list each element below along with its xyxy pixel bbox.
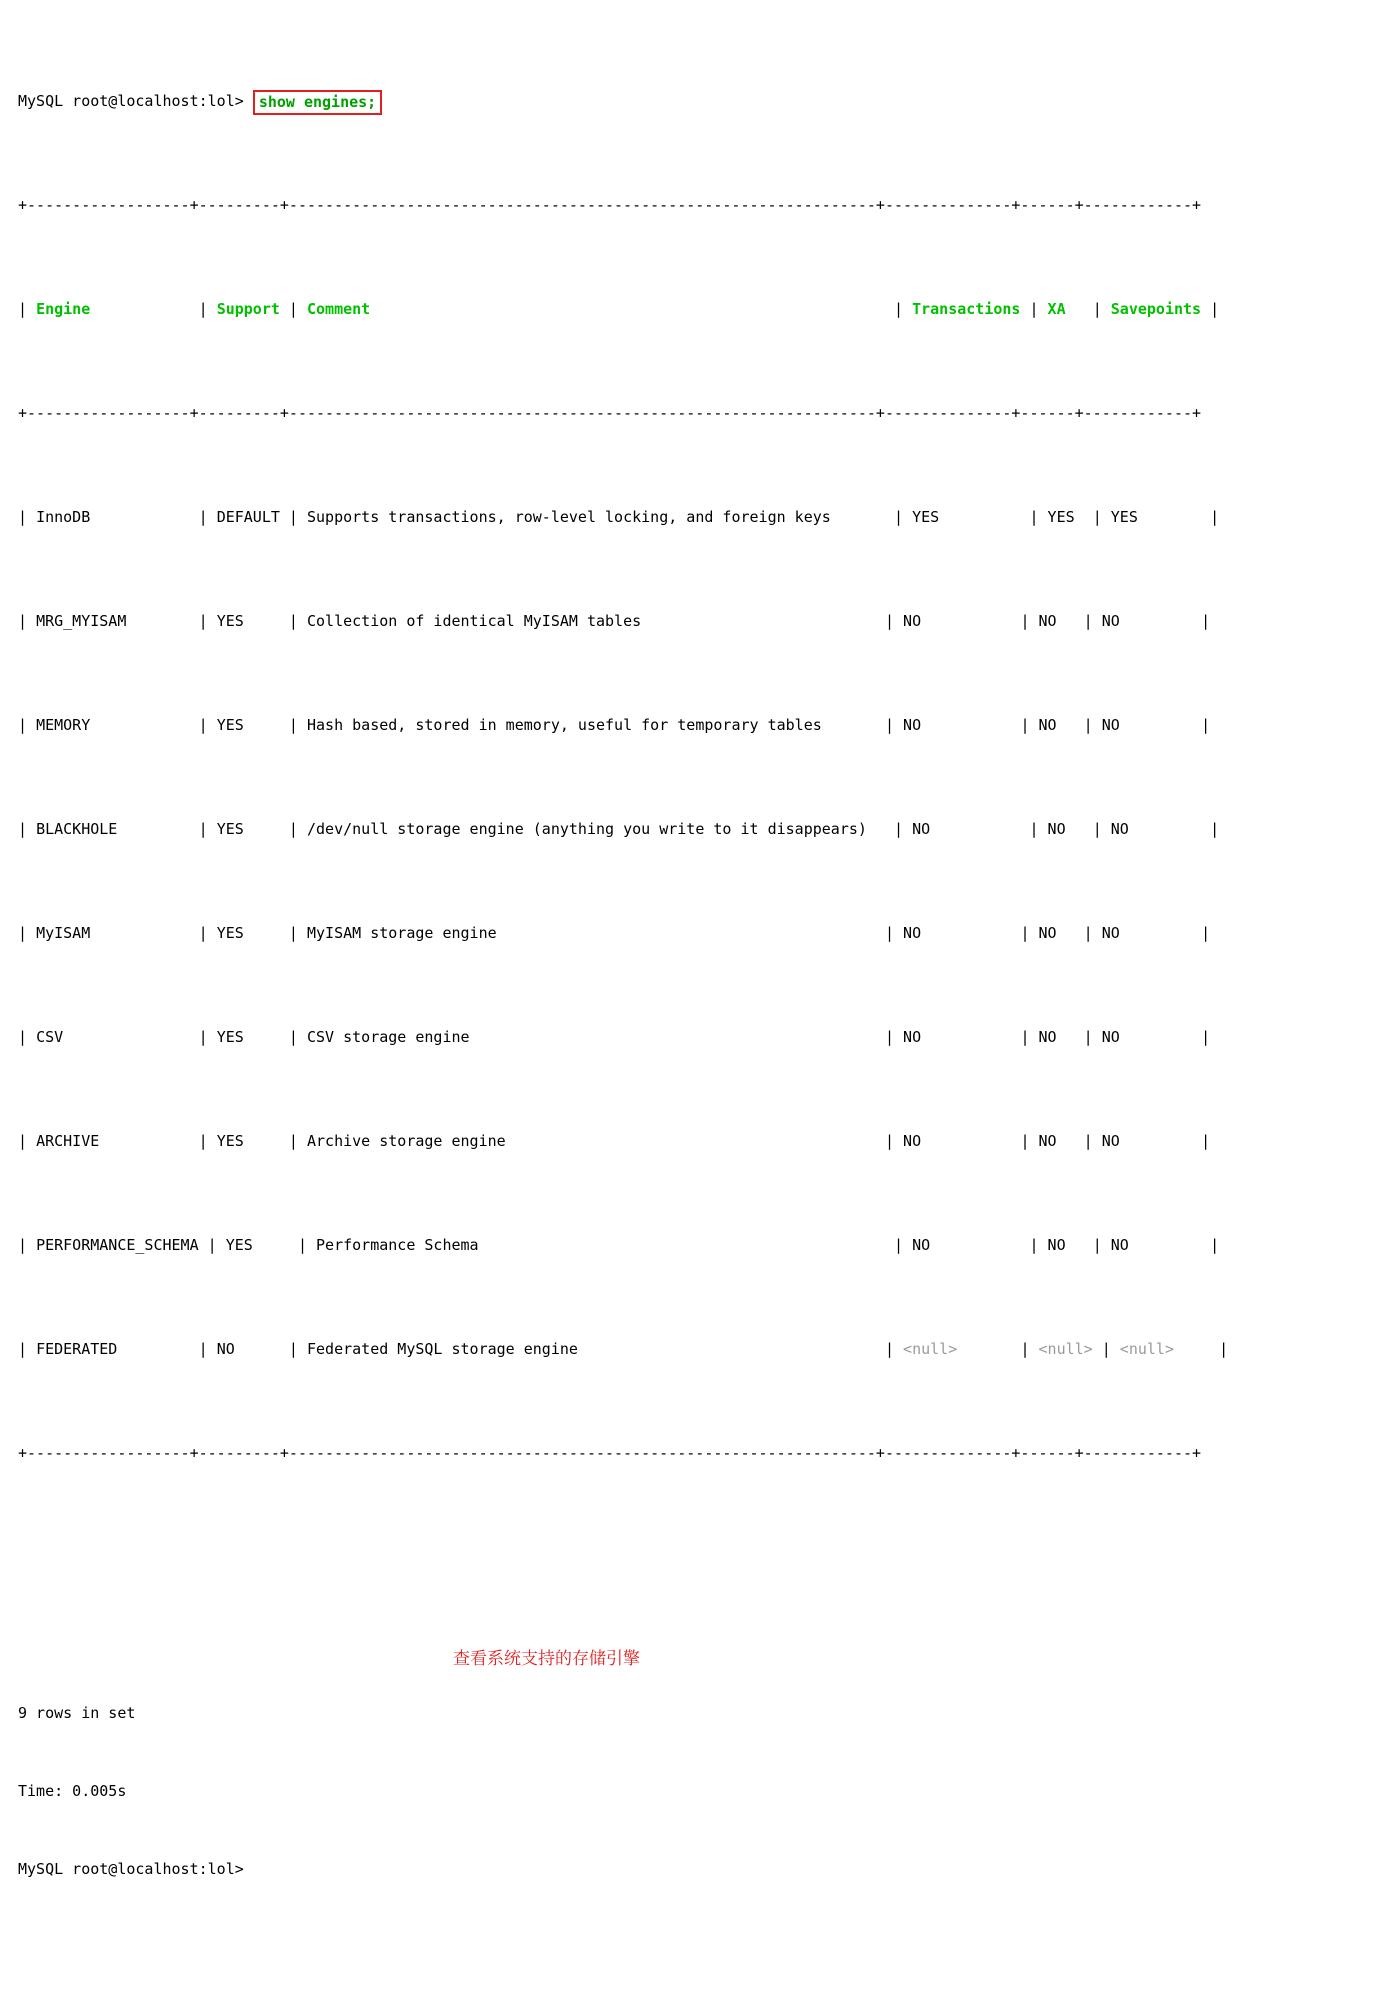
cell-savepoints: NO <box>1101 1132 1120 1150</box>
header-savepoints-pad: | <box>1201 300 1220 318</box>
cell-transactions: NO <box>903 1132 922 1150</box>
table-row <box>18 920 1384 946</box>
cell-comment: Federated MySQL storage engine <box>307 1340 578 1358</box>
pad: | <box>1092 1340 1120 1358</box>
sql-command[interactable]: show engines; <box>253 90 382 115</box>
cell-savepoints: NO <box>1101 1028 1120 1046</box>
col-divider: | <box>18 820 37 838</box>
cell-support: YES <box>216 820 244 838</box>
pad: | <box>505 1132 904 1150</box>
cell-engine: InnoDB <box>36 508 91 526</box>
cell-comment: /dev/null storage engine (anything you write to it disappears) <box>307 820 867 838</box>
pad: | <box>279 508 307 526</box>
cell-transactions: NO <box>903 716 922 734</box>
cell-support: NO <box>216 1340 235 1358</box>
cell-xa: NO <box>1038 1132 1057 1150</box>
pad: | <box>921 1028 1039 1046</box>
cell-transactions: NO <box>903 612 922 630</box>
cell-comment: CSV storage engine <box>307 1028 470 1046</box>
cell-xa: NO <box>1047 1236 1066 1254</box>
pad: | <box>1119 924 1211 942</box>
cell-comment: Supports transactions, row-level locking, and foreign keys <box>307 508 831 526</box>
pad: | <box>1065 820 1111 838</box>
pad: | <box>1056 1132 1102 1150</box>
header-savepoints: Savepoints <box>1110 300 1202 318</box>
pad: | <box>1128 1236 1220 1254</box>
pad: | <box>117 1340 217 1358</box>
pad: | <box>1128 820 1220 838</box>
col-divider: | <box>18 300 37 318</box>
cell-transactions: YES <box>912 508 940 526</box>
table-row <box>18 712 1384 738</box>
cell-xa: NO <box>1038 924 1057 942</box>
cell-savepoints: NO <box>1101 716 1120 734</box>
table-row <box>18 1232 1384 1258</box>
pad: | <box>921 716 1039 734</box>
pad: | <box>243 924 307 942</box>
cell-comment: Hash based, stored in memory, useful for temporary tables <box>307 716 822 734</box>
header-xa-pad: | <box>1065 300 1111 318</box>
pad: | <box>234 1340 307 1358</box>
cell-savepoints: NO <box>1101 612 1120 630</box>
final-prompt: MySQL root@localhost:lol> <box>18 1860 244 1878</box>
cell-engine: MEMORY <box>36 716 91 734</box>
cell-xa: NO <box>1047 820 1066 838</box>
cell-savepoints: NO <box>1110 820 1129 838</box>
pad: | <box>1119 612 1211 630</box>
cell-engine: ARCHIVE <box>36 1132 100 1150</box>
pad: | <box>478 1236 913 1254</box>
pad: | <box>99 1132 217 1150</box>
pad: | <box>1056 612 1102 630</box>
table-header-row <box>18 296 1384 322</box>
annotation-text: 查看系统支持的存储引擎 <box>453 1649 640 1669</box>
header-engine: Engine <box>36 300 91 318</box>
cell-xa: YES <box>1047 508 1075 526</box>
cell-comment: MyISAM storage engine <box>307 924 497 942</box>
pad: | <box>243 716 307 734</box>
pad: | <box>921 1132 1039 1150</box>
cell-support: YES <box>216 1132 244 1150</box>
cell-savepoints: YES <box>1110 508 1138 526</box>
table-row <box>18 504 1384 530</box>
pad: | <box>243 1028 307 1046</box>
pad: | <box>921 924 1039 942</box>
pad: | <box>830 508 913 526</box>
cell-transactions: NO <box>912 1236 931 1254</box>
pad: | <box>469 1028 904 1046</box>
pad: | <box>866 820 913 838</box>
cell-comment: Performance Schema <box>316 1236 479 1254</box>
col-divider: | <box>18 1028 37 1046</box>
cell-comment: Collection of identical MyISAM tables <box>307 612 642 630</box>
table-rule-header: +------------------+---------+-----------------------------------------------------------------+--------------+------+------------+ <box>18 404 1202 422</box>
cell-support: YES <box>216 924 244 942</box>
blank-line <box>18 1544 1384 1570</box>
table-row <box>18 816 1384 842</box>
col-divider: | <box>18 1340 37 1358</box>
header-xa: XA <box>1047 300 1066 318</box>
pad: | <box>90 716 217 734</box>
table-row <box>18 1024 1384 1050</box>
pad: | <box>930 1236 1048 1254</box>
cell-engine: MRG_MYISAM <box>36 612 127 630</box>
cell-engine: FEDERATED <box>36 1340 118 1358</box>
pad: | <box>1074 508 1111 526</box>
header-support-pad: | <box>279 300 307 318</box>
col-divider: | <box>18 508 37 526</box>
header-transactions-pad: | <box>1020 300 1048 318</box>
cell-support: YES <box>225 1236 253 1254</box>
cell-comment: Archive storage engine <box>307 1132 506 1150</box>
cell-xa: <null> <box>1038 1340 1093 1358</box>
header-engine-pad: | <box>90 300 217 318</box>
header-support: Support <box>216 300 280 318</box>
result-count: 9 rows in set <box>18 1704 136 1722</box>
command-highlight <box>244 88 382 114</box>
pad: | <box>243 612 307 630</box>
col-divider: | <box>18 612 37 630</box>
cell-transactions: NO <box>912 820 931 838</box>
execution-time: Time: 0.005s <box>18 1782 127 1800</box>
pad: | <box>1056 924 1102 942</box>
pad: | <box>90 508 217 526</box>
cell-xa: NO <box>1038 612 1057 630</box>
pad: | <box>641 612 904 630</box>
cell-engine: BLACKHOLE <box>36 820 118 838</box>
cell-support: DEFAULT <box>216 508 280 526</box>
pad: | <box>930 820 1048 838</box>
cell-transactions: NO <box>903 1028 922 1046</box>
pad: | <box>957 1340 1039 1358</box>
pad: | <box>1119 1028 1211 1046</box>
cell-savepoints: <null> <box>1119 1340 1174 1358</box>
cell-support: YES <box>216 716 244 734</box>
cell-support: YES <box>216 1028 244 1046</box>
table-rule-top: +------------------+---------+-----------------------------------------------------------------+--------------+------+------------+ <box>18 196 1202 214</box>
pad: | <box>1065 1236 1111 1254</box>
header-comment: Comment <box>307 300 371 318</box>
pad: | <box>577 1340 904 1358</box>
pad: | <box>496 924 904 942</box>
pad: | <box>1137 508 1220 526</box>
table-row <box>18 1128 1384 1154</box>
pad: | <box>243 820 307 838</box>
pad: | <box>117 820 217 838</box>
cell-xa: NO <box>1038 1028 1057 1046</box>
shell-prompt: MySQL root@localhost:lol> <box>18 92 244 110</box>
pad: | <box>1056 1028 1102 1046</box>
pad: | <box>252 1236 317 1254</box>
table-row <box>18 608 1384 634</box>
footer-block <box>18 1648 1384 1960</box>
pad: | <box>63 1028 217 1046</box>
table-row <box>18 1336 1384 1362</box>
pad: | <box>126 612 217 630</box>
cell-engine: MyISAM <box>36 924 91 942</box>
pad: | <box>198 1236 226 1254</box>
col-divider: | <box>18 924 37 942</box>
header-comment-pad: | <box>370 300 913 318</box>
col-divider: | <box>18 1236 37 1254</box>
pad: | <box>921 612 1039 630</box>
col-divider: | <box>18 716 37 734</box>
pad: | <box>1119 716 1211 734</box>
pad: | <box>90 924 217 942</box>
cell-savepoints: NO <box>1110 1236 1129 1254</box>
cell-transactions: NO <box>903 924 922 942</box>
pad: | <box>1056 716 1102 734</box>
pad: | <box>1173 1340 1229 1358</box>
col-divider: | <box>18 1132 37 1150</box>
pad: | <box>821 716 904 734</box>
cell-support: YES <box>216 612 244 630</box>
pad: | <box>1119 1132 1211 1150</box>
pad: | <box>243 1132 307 1150</box>
table-rule-bottom: +------------------+---------+-----------------------------------------------------------------+--------------+------+------------+ <box>18 1444 1202 1462</box>
cell-engine: CSV <box>36 1028 64 1046</box>
cell-transactions: <null> <box>903 1340 958 1358</box>
pad: | <box>939 508 1048 526</box>
cell-xa: NO <box>1038 716 1057 734</box>
header-transactions: Transactions <box>912 300 1021 318</box>
cell-savepoints: NO <box>1101 924 1120 942</box>
cell-engine: PERFORMANCE_SCHEMA <box>36 1236 199 1254</box>
prompt-line <box>18 88 1384 114</box>
